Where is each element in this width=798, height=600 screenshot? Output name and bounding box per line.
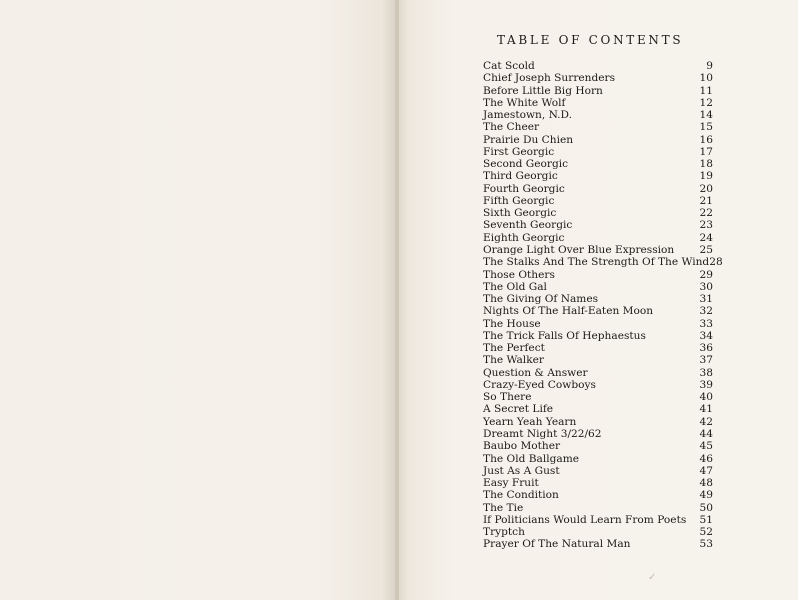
toc-entry [483, 232, 713, 244]
toc-entry-page: 15 [699, 121, 713, 134]
toc-entry-title: The Perfect [483, 342, 545, 355]
toc-entry [483, 170, 713, 182]
toc-entry [483, 281, 713, 293]
toc-entry-page: 49 [699, 489, 713, 502]
toc-entry-page: 33 [699, 317, 713, 330]
toc-entry-title: Question & Answer [483, 366, 588, 379]
toc-entry-title: The Trick Falls Of Hephaestus [483, 329, 646, 342]
toc-entry-title: Third Georgic [483, 170, 558, 183]
toc-entry-page: 29 [699, 268, 713, 281]
toc-entry-page: 9 [706, 60, 713, 72]
toc-entry [483, 330, 713, 342]
toc-entry [483, 428, 713, 440]
toc-entry [483, 538, 713, 550]
toc-entry-title: Fourth Georgic [483, 182, 565, 195]
left-page [0, 0, 397, 600]
toc-entry-page: 50 [699, 501, 713, 514]
toc-entry-page: 30 [699, 280, 713, 293]
toc-entry [483, 109, 713, 121]
toc-entry-page: 18 [699, 158, 713, 171]
toc-entry-title: The Condition [483, 489, 559, 502]
toc-entry-title: Before Little Big Horn [483, 84, 603, 97]
toc-entry-title: First Georgic [483, 145, 555, 158]
toc-entry-title: The Walker [483, 354, 544, 367]
toc-entry-title: The House [483, 317, 541, 330]
toc-entry-page: 48 [699, 477, 713, 490]
toc-entry-page: 46 [699, 452, 713, 465]
toc-entry-page: 28 [709, 256, 723, 269]
toc-entry-title: Nights Of The Half-Eaten Moon [483, 305, 654, 318]
toc-entry-page: 21 [699, 194, 713, 207]
toc-entry-title: Yearn Yeah Yearn [483, 415, 577, 428]
toc-entry-title: Sixth Georgic [483, 207, 557, 220]
toc-entry-title: Orange Light Over Blue Expression [483, 243, 675, 256]
toc-entry [483, 60, 713, 72]
toc-entry-title: Cat Scold [483, 60, 535, 72]
toc-entry-title: Prayer Of The Natural Man [483, 538, 631, 551]
toc-entry [483, 195, 713, 207]
toc-entry-page: 37 [699, 354, 713, 367]
toc-entry-page: 24 [699, 231, 713, 244]
toc-entry-page: 44 [699, 427, 713, 440]
toc-entry [483, 354, 713, 366]
toc-entry [483, 207, 713, 219]
toc-entry-title: Prairie Du Chien [483, 133, 574, 146]
toc-entry-title: Those Others [483, 268, 555, 281]
toc-entry-title: Crazy-Eyed Cowboys [483, 378, 596, 391]
toc-entry-page: 11 [699, 84, 713, 97]
toc-entry [483, 477, 713, 489]
toc-entry [483, 97, 713, 109]
toc-entry-title: If Politicians Would Learn From Poets [483, 513, 687, 526]
toc-entry [483, 453, 713, 465]
toc-entry-title: The Giving Of Names [483, 293, 599, 306]
toc-entry [483, 72, 713, 84]
toc-entry-page: 42 [699, 415, 713, 428]
toc-entry-title: Tryptch [483, 526, 525, 539]
toc-entry [483, 465, 713, 477]
toc-entry [483, 403, 713, 415]
toc-entry-page: 38 [699, 366, 713, 379]
toc-entry [483, 502, 713, 514]
toc-entry-title: So There [483, 391, 532, 404]
toc-entry-page: 17 [699, 145, 713, 158]
toc-entry [483, 526, 713, 538]
toc-entry-page: 23 [699, 219, 713, 232]
toc-entry [483, 183, 713, 195]
toc-entry [483, 293, 713, 305]
toc-entry-page: 34 [699, 329, 713, 342]
toc-entry-title: A Secret Life [483, 403, 554, 416]
toc-entry [483, 514, 713, 526]
toc-entry-page: 41 [699, 403, 713, 416]
toc-entry [483, 219, 713, 231]
toc-entry-title: Chief Joseph Surrenders [483, 72, 616, 85]
toc-entry-title: Seventh Georgic [483, 219, 573, 232]
toc-entry-page: 22 [699, 207, 713, 220]
toc-entry-page: 31 [699, 293, 713, 306]
toc-entry [483, 318, 713, 330]
toc-entry-title: Fifth Georgic [483, 194, 555, 207]
toc-entry-page: 53 [699, 538, 713, 551]
toc-entry-title: The Old Ballgame [483, 452, 580, 465]
toc-entry [483, 244, 713, 256]
toc-entry [483, 158, 713, 170]
toc-entry-title: The Stalks And The Strength Of The Wind [483, 256, 710, 269]
toc-entry-page: 32 [699, 305, 713, 318]
toc-entry [483, 85, 713, 97]
toc-entry [483, 269, 713, 281]
toc-entry-page: 39 [699, 378, 713, 391]
toc-entry [483, 367, 713, 379]
toc-entry [483, 134, 713, 146]
toc-entry-page: 14 [699, 109, 713, 122]
toc-entry-title: The Tie [483, 501, 524, 514]
toc-entry [483, 146, 713, 158]
book-gutter [395, 0, 399, 600]
toc-entry-page: 16 [699, 133, 713, 146]
toc-entry-page: 36 [699, 342, 713, 355]
toc-entry-title: Easy Fruit [483, 477, 539, 490]
toc-entry [483, 440, 713, 452]
toc-entry-title: Just As A Gust [483, 464, 560, 477]
toc-entry-page: 47 [699, 464, 713, 477]
toc-entry [483, 121, 713, 133]
toc-entry-page: 10 [699, 72, 713, 85]
toc-entry [483, 256, 723, 269]
toc-entry-page: 40 [699, 391, 713, 404]
toc-entry-title: Dreamt Night 3/22/62 [483, 427, 602, 440]
toc-entry-title: Eighth Georgic [483, 231, 565, 244]
toc-entry [483, 391, 713, 403]
toc-list [483, 60, 723, 551]
toc-entry-title: The Cheer [483, 121, 540, 134]
pencil-mark: ✓ [648, 572, 657, 583]
toc-entry [483, 305, 713, 317]
toc-entry-page: 25 [699, 243, 713, 256]
toc-entry [483, 379, 713, 391]
toc-entry [483, 489, 713, 501]
toc-entry-title: Second Georgic [483, 158, 569, 171]
toc-entry-page: 51 [699, 513, 713, 526]
toc-entry [483, 342, 713, 354]
toc-entry-title: Baubo Mother [483, 440, 561, 453]
toc-entry-page: 52 [699, 526, 713, 539]
toc-entry-title: The White Wolf [483, 96, 566, 109]
toc-entry-title: Jamestown, N.D. [483, 109, 573, 122]
toc-entry-page: 45 [699, 440, 713, 453]
toc-entry-page: 19 [699, 170, 713, 183]
toc-entry-page: 20 [699, 182, 713, 195]
toc-entry-title: The Old Gal [483, 280, 547, 293]
page-title: TABLE OF CONTENTS [497, 33, 684, 47]
toc-entry [483, 416, 713, 428]
toc-entry-page: 12 [699, 96, 713, 109]
